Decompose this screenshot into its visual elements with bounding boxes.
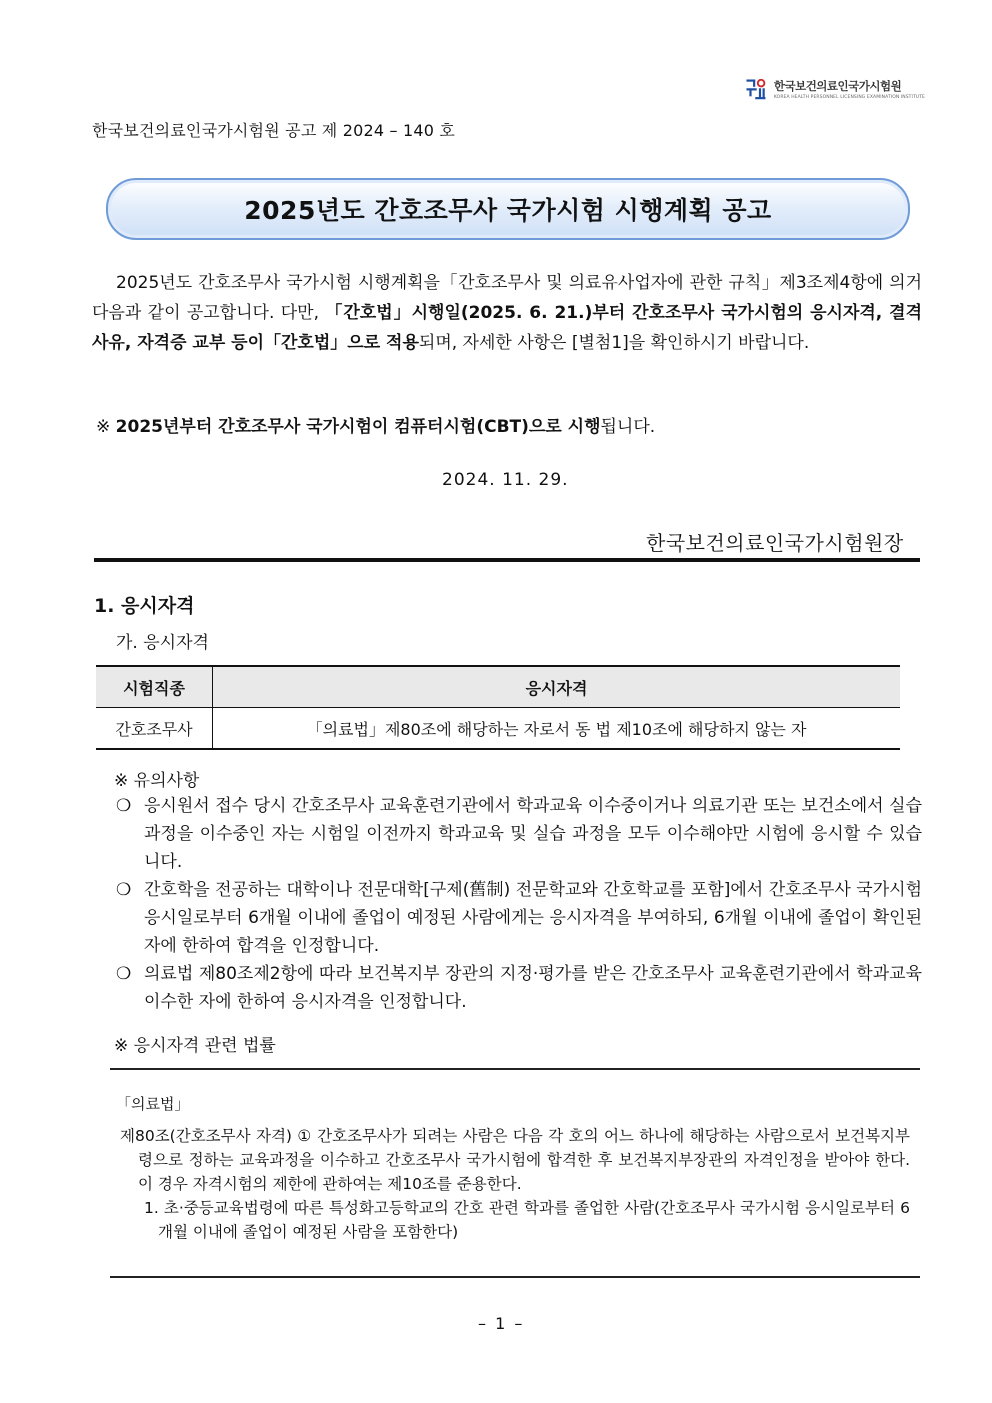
circle-bullet-icon: ❍ — [116, 880, 132, 900]
law-title: 「의료법」 — [116, 1095, 190, 1113]
law-item: 1. 초·중등교육법령에 따른 특성화고등학교의 간호 관련 학과를 졸업한 사람(간호조무사 국가시험 응시일로부터 6개월 이내에 졸업이 예정된 사람을 포함한다) — [144, 1199, 911, 1241]
intro-text-1: 2025년도 간호조무사 국가시험 시행계획을「간호조무사 및 의료유사업자에 관한 규칙」제3조제4항에 의거 다음과 같이 공고합니다. 다만, — [92, 273, 922, 323]
document-title: 2025년도 간호조무사 국가시험 시행계획 공고 — [244, 196, 772, 225]
institute-logo — [745, 72, 925, 106]
note-text: 응시원서 접수 당시 간호조무사 교육훈련기관에서 학과교육 이수중이거나 의료기관 또는 보건소에서 실습과정을 이수중인 자는 시험일 이전까지 학과교육 및 실습 과정을 모두 이수해야만 시험에 응시할 수 있습니다. — [144, 796, 922, 872]
table-cell: 「의료법」제80조에 해당하는 자로서 동 법 제10조에 해당하지 않는 자 — [213, 708, 901, 750]
cbt-notice — [96, 412, 655, 437]
notice-date: 2024. 11. 29. — [442, 470, 569, 490]
divider — [94, 558, 920, 562]
org-name-en: KOREA HEALTH PERSONNEL LICENSING EXAMINATION INSTITUTE — [773, 95, 925, 100]
circle-bullet-icon: ❍ — [116, 964, 132, 984]
law-box-top-rule — [110, 1068, 920, 1070]
note-text: 간호학을 전공하는 대학이나 전문대학[구제(舊制) 전문학교와 간호학교를 포함]에서 간호조무사 국가시험 응시일로부터 6개월 이내에 졸업이 예정된 사람에게는 응시자격을 부여하되, 6개월 이내에 졸업이 확인된 자에 한하여 합격을 인정합니다. — [144, 880, 922, 956]
circle-bullet-icon: ❍ — [116, 796, 132, 816]
page-number: – 1 – — [478, 1314, 525, 1333]
list-item — [116, 960, 922, 1016]
notes-list — [116, 792, 922, 1016]
table-cell: 간호조무사 — [96, 708, 213, 750]
list-item — [116, 876, 922, 960]
intro-text-bold: 「간호법」시행일(2025. 6. 21.)부터 간호조무사 국가시험의 응시자격, 결격사유, 자격증 교부 등이「간호법」으로 적용 — [92, 303, 922, 353]
list-item — [116, 792, 922, 876]
notes-heading: ※ 유의사항 — [114, 771, 200, 791]
law-heading: ※ 응시자격 관련 법률 — [114, 1036, 276, 1056]
notice-number: 한국보건의료인국가시험원 공고 제 2024 – 140 호 — [92, 121, 456, 140]
table-header-cell: 응시자격 — [213, 666, 901, 708]
section-heading: 1. 응시자격 — [94, 595, 195, 617]
cbt-suffix: 됩니다. — [600, 417, 656, 437]
org-name-logo: 한국보건의료인국가시험원 — [773, 79, 902, 93]
cbt-prefix: ※ — [96, 417, 116, 437]
intro-paragraph — [92, 268, 922, 358]
note-text: 의료법 제80조제2항에 따라 보건복지부 장관의 지정·평가를 받은 간호조무사 교육훈련기관에서 학과교육 이수한 자에 한하여 응시자격을 인정합니다. — [144, 964, 922, 1012]
table-header-cell: 시험직종 — [96, 666, 213, 708]
title-banner — [106, 178, 910, 240]
qualification-table — [96, 665, 900, 750]
law-article: 제80조(간호조무사 자격) ① 간호조무사가 되려는 사람은 다음 각 호의 어느 하나에 해당하는 사람으로서 보건복지부령으로 정하는 교육과정을 이수하고 간호조무사 국가시험에 합격한 후 보건복지부장관의 자격인정을 받아야 한다. 이 경우 자격시험의 제한에 관하여는 제10조를 준용한다. — [120, 1127, 910, 1193]
sub-heading: 가. 응시자격 — [116, 633, 209, 653]
table-header-row — [96, 666, 900, 708]
law-body — [120, 1124, 910, 1244]
intro-text-2: 되며, 자세한 사항은 [별첨1]을 확인하시기 바랍니다. — [418, 333, 810, 353]
institute-emblem-icon — [745, 72, 770, 106]
law-box-bottom-rule — [110, 1276, 920, 1278]
signer: 한국보건의료인국가시험원장 — [646, 531, 904, 555]
cbt-bold: 2025년부터 간호조무사 국가시험이 컴퓨터시험(CBT)으로 시행 — [115, 417, 601, 437]
table-row — [96, 708, 900, 750]
